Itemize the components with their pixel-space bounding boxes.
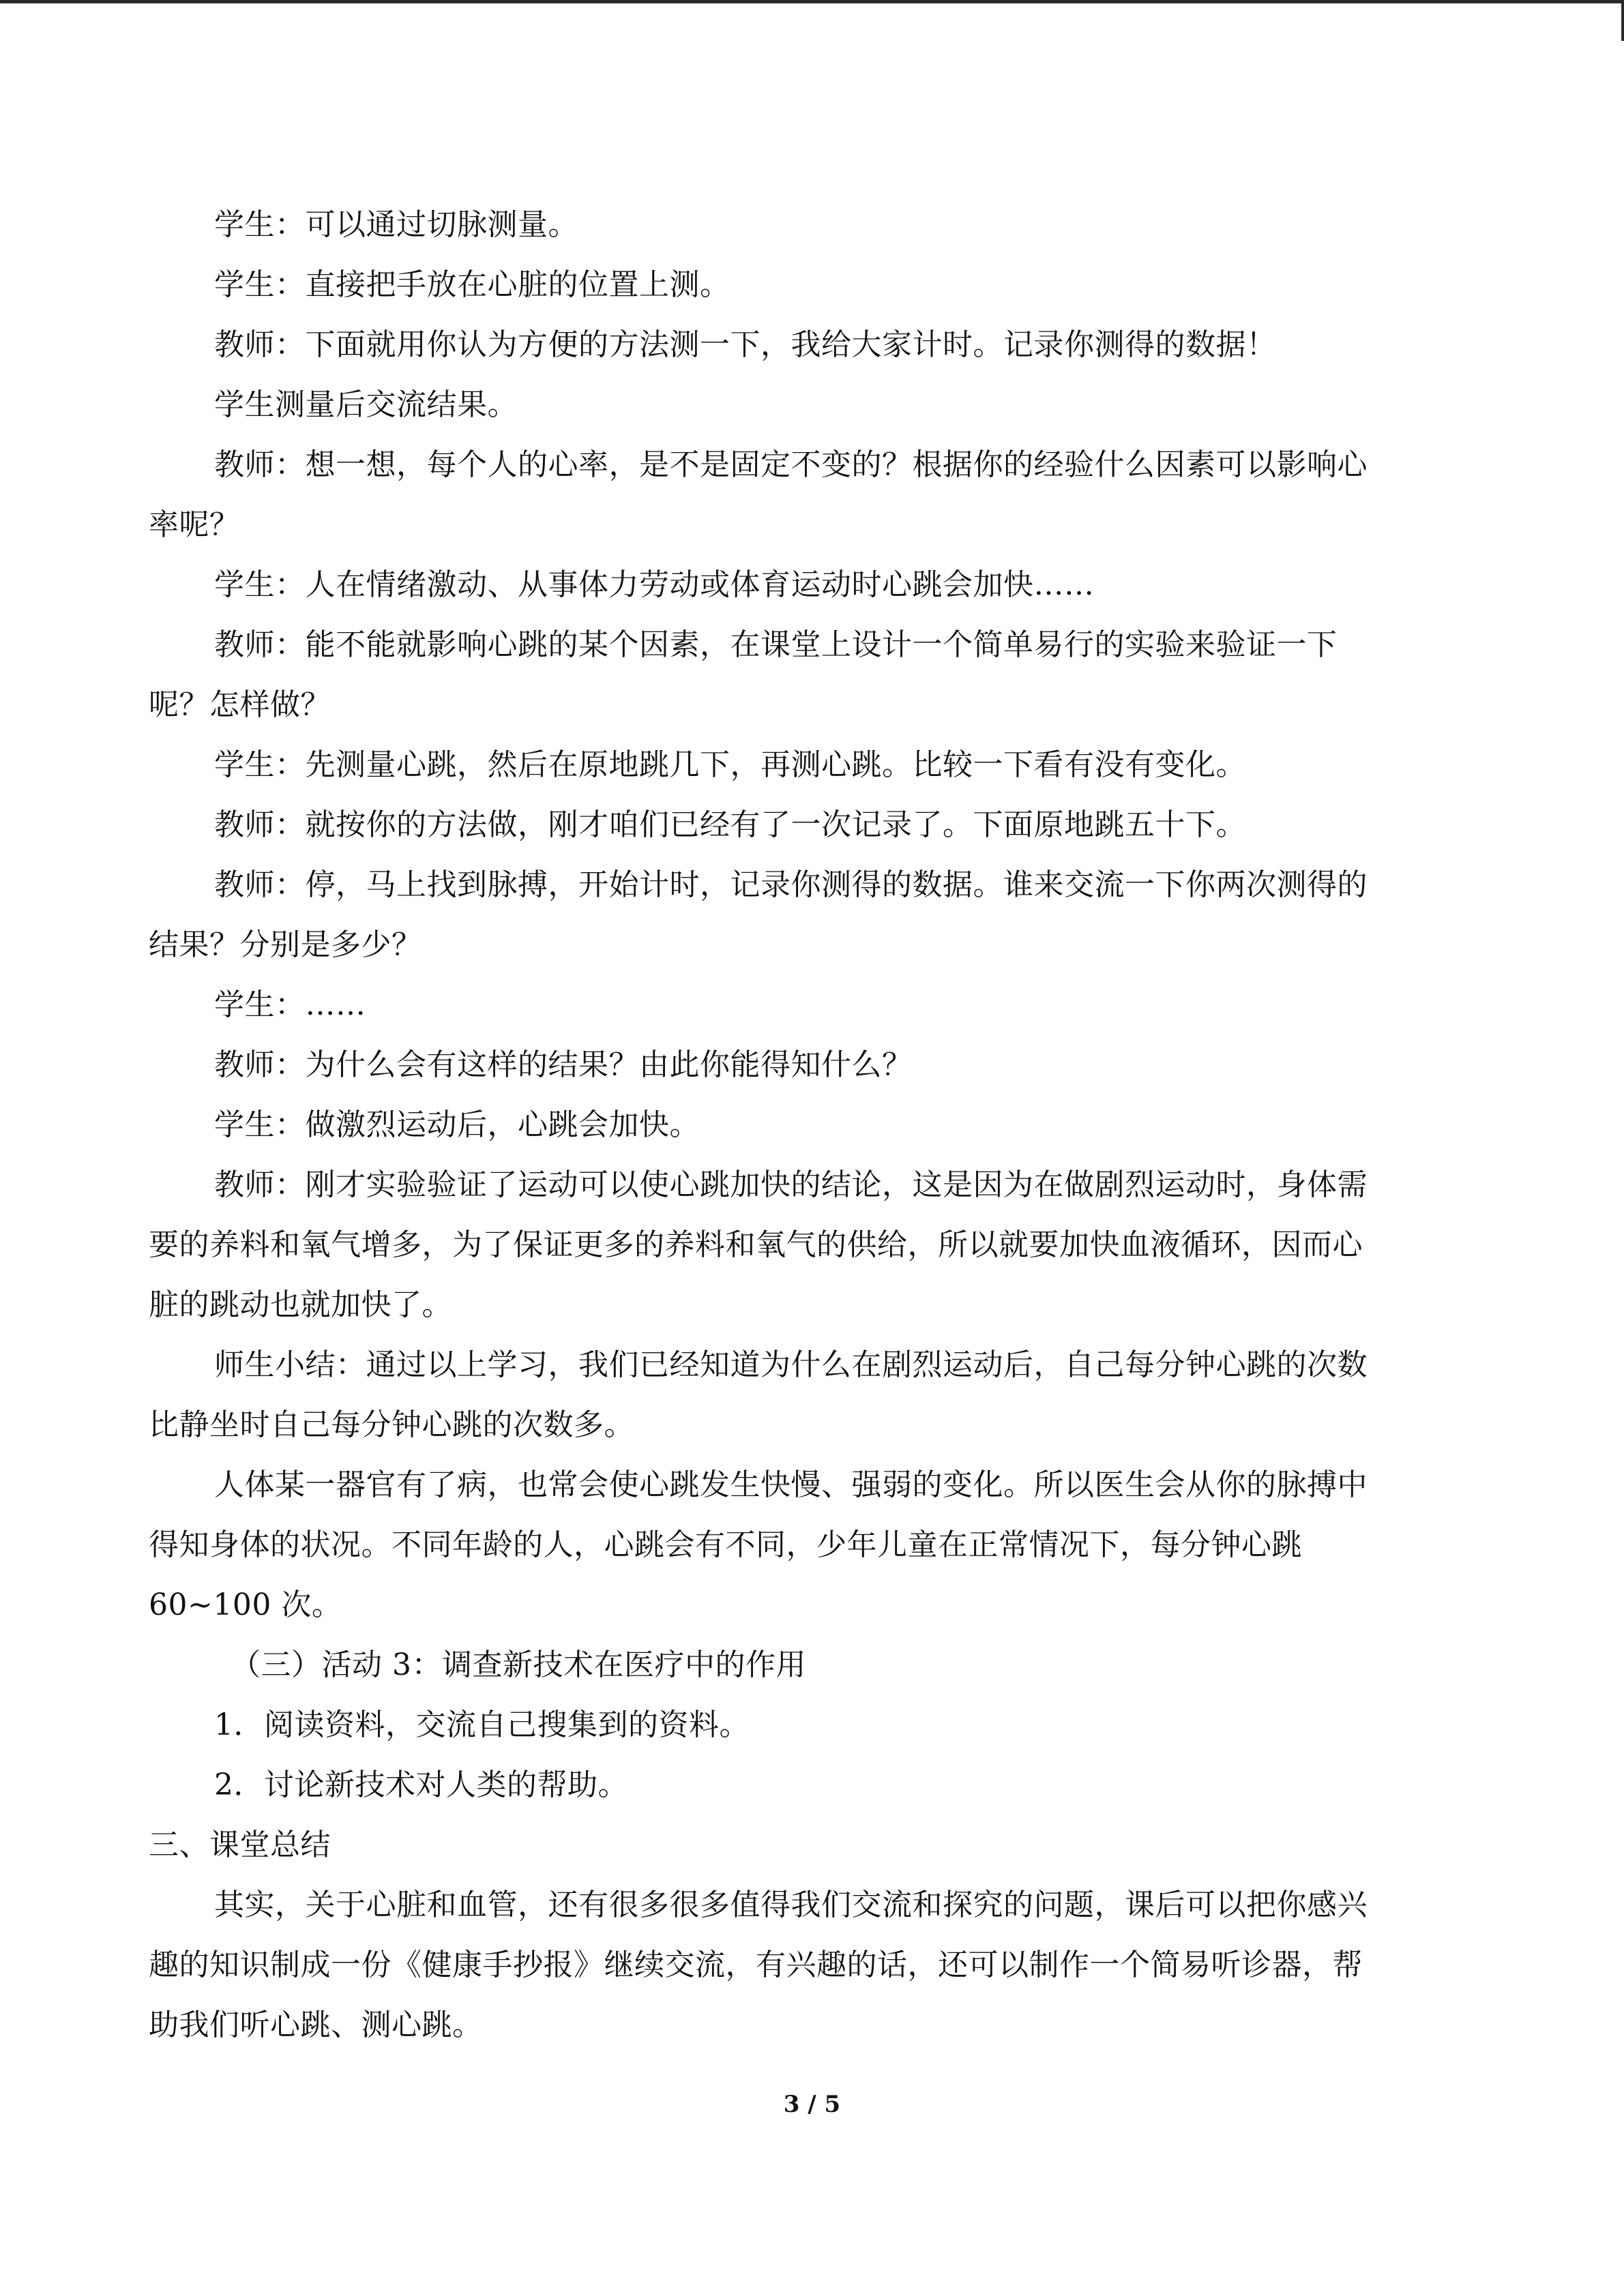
text-line: 教师：能不能就影响心跳的某个因素，在课堂上设计一个简单易行的实验来验证一下 xyxy=(214,627,1338,662)
text-line: 得知身体的状况。不同年龄的人，心跳会有不同，少年儿童在正常情况下，每分钟心跳 xyxy=(149,1527,1302,1562)
text-line: 教师：刚才实验验证了运动可以使心跳加快的结论，这是因为在做剧烈运动时，身体需 xyxy=(214,1167,1368,1202)
text-line: 教师：想一想，每个人的心率，是不是固定不变的？根据你的经验什么因素可以影响心 xyxy=(214,447,1368,482)
text-line: 教师：停，马上找到脉搏，开始计时，记录你测得的数据。谁来交流一下你两次测得的 xyxy=(214,867,1368,902)
page-number: 3 / 5 xyxy=(783,2091,841,2118)
text-line: 呢？怎样做？ xyxy=(149,687,331,722)
section-heading: 三、课堂总结 xyxy=(149,1828,331,1862)
text-line: 要的养料和氧气增多，为了保证更多的养料和氧气的供给，所以就要加快血液循环，因而心 xyxy=(149,1227,1363,1262)
text-line: 人体某一器官有了病，也常会使心跳发生快慢、强弱的变化。所以医生会从你的脉搏中 xyxy=(214,1467,1368,1502)
text-line: 学生：…… xyxy=(214,987,366,1022)
list-item: 2．讨论新技术对人类的帮助。 xyxy=(214,1768,628,1802)
text-line: 师生小结：通过以上学习，我们已经知道为什么在剧烈运动后，自己每分钟心跳的次数 xyxy=(214,1347,1368,1382)
text-line: 教师：为什么会有这样的结果？由此你能得知什么？ xyxy=(214,1047,913,1082)
section-heading: （三）活动 3：调查新技术在医疗中的作用 xyxy=(231,1648,806,1682)
top-border xyxy=(0,0,1624,3)
text-line: 比静坐时自己每分钟心跳的次数多。 xyxy=(149,1407,634,1442)
corner-border xyxy=(1621,0,1624,41)
text-line: 趣的知识制成一份《健康手抄报》继续交流，有兴趣的话，还可以制作一个简易听诊器，帮 xyxy=(149,1948,1363,1982)
text-line: 教师：就按你的方法做，刚才咱们已经有了一次记录了。下面原地跳五十下。 xyxy=(214,807,1246,842)
list-item: 1．阅读资料，交流自己搜集到的资料。 xyxy=(214,1708,750,1742)
text-line: 学生：做激烈运动后，心跳会加快。 xyxy=(214,1107,700,1142)
text-line: 脏的跳动也就加快了。 xyxy=(149,1287,452,1322)
text-line: 学生：可以通过切脉测量。 xyxy=(214,207,578,242)
text-line: 学生：人在情绪激动、从事体力劳动或体育运动时心跳会加快…… xyxy=(214,567,1095,602)
text-line: 学生测量后交流结果。 xyxy=(214,387,518,422)
text-line: 结果？分别是多少？ xyxy=(149,927,422,962)
text-line: 学生：先测量心跳，然后在原地跳几下，再测心跳。比较一下看有没有变化。 xyxy=(214,747,1246,782)
text-line: 率呢？ xyxy=(149,507,240,542)
text-line: 其实，关于心脏和血管，还有很多很多值得我们交流和探究的问题，课后可以把你感兴 xyxy=(214,1888,1368,1922)
text-line: 60~100 次。 xyxy=(149,1587,342,1622)
text-line: 助我们听心跳、测心跳。 xyxy=(149,2008,483,2042)
text-line: 教师：下面就用你认为方便的方法测一下，我给大家计时。记录你测得的数据！ xyxy=(214,327,1277,362)
text-line: 学生：直接把手放在心脏的位置上测。 xyxy=(214,267,730,302)
